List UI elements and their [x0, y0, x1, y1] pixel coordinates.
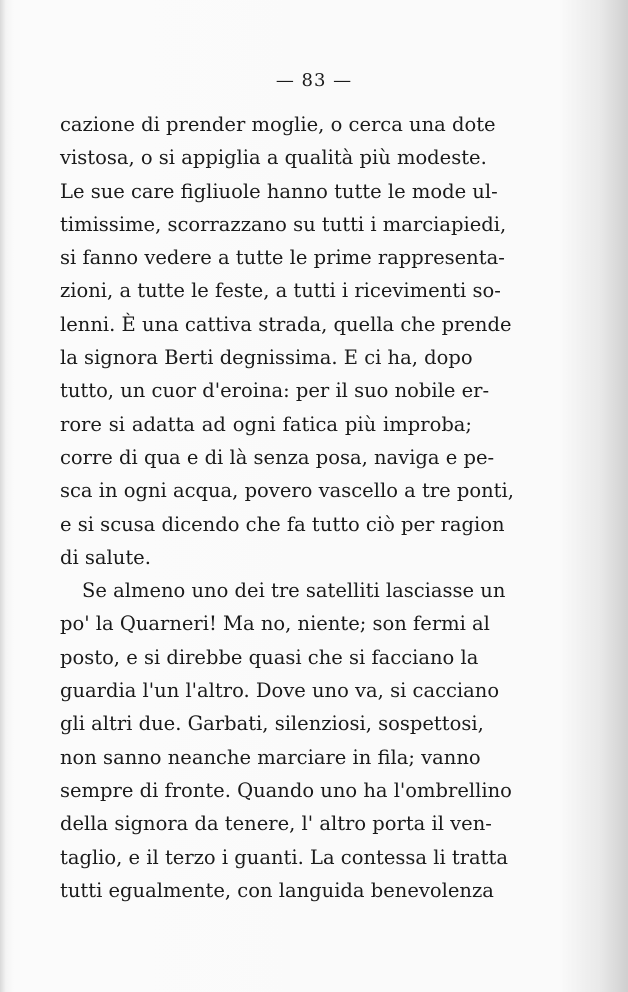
text-line: di salute.	[60, 545, 151, 569]
text-line: sempre di fronte. Quando uno ha l'ombrellino	[60, 778, 512, 802]
text-line: si fanno vedere a tutte le prime rappresenta-	[60, 246, 505, 270]
text-line: lenni. È una cattiva strada, quella che prende	[60, 312, 512, 336]
text-line: posto, e si direbbe quasi che si facciano la	[60, 645, 479, 669]
text-line: timissime, scorrazzano su tutti i marciapiedi,	[60, 212, 507, 236]
text-line: vistosa, o si appiglia a qualità più modeste.	[60, 146, 487, 170]
text-line: cazione di prender moglie, o cerca una dote	[60, 113, 496, 136]
text-line: tutto, un cuor d'eroina: per il suo nobile er-	[60, 379, 490, 403]
text-line: della signora da tenere, l' altro porta il ven-	[60, 812, 492, 836]
text-line: e si scusa dicendo che fa tutto ciò per ragion	[60, 512, 505, 536]
page-number: — 83 —	[275, 70, 353, 91]
text-line: Le sue care figliuole hanno tutte le mode ul-	[60, 179, 498, 203]
text-line: Se almeno uno dei tre satelliti lasciasse un	[82, 579, 506, 603]
text-line: non sanno neanche marciare in fila; vanno	[60, 745, 481, 769]
text-line: taglio, e il terzo i guanti. La contessa li tratta	[60, 845, 508, 869]
text-line: gli altri due. Garbati, silenziosi, sospettosi,	[60, 712, 484, 736]
body-text	[60, 108, 514, 907]
text-line: po' la Quarneri! Ma no, niente; son fermi al	[60, 612, 490, 636]
text-line: guardia l'un l'altro. Dove uno va, si cacciano	[60, 679, 500, 703]
text-line: tutti egualmente, con languida benevolenza	[60, 878, 494, 902]
text-line: rore si adatta ad ogni fatica più improba;	[60, 412, 472, 436]
text-line: corre di qua e di là senza posa, naviga e pe-	[60, 445, 495, 469]
text-line: sca in ogni acqua, povero vascello a tre ponti,	[60, 479, 514, 503]
text-line: zioni, a tutte le feste, a tutti i ricevimenti so-	[60, 279, 501, 303]
text-line: la signora Berti degnissima. E ci ha, dopo	[60, 346, 473, 370]
